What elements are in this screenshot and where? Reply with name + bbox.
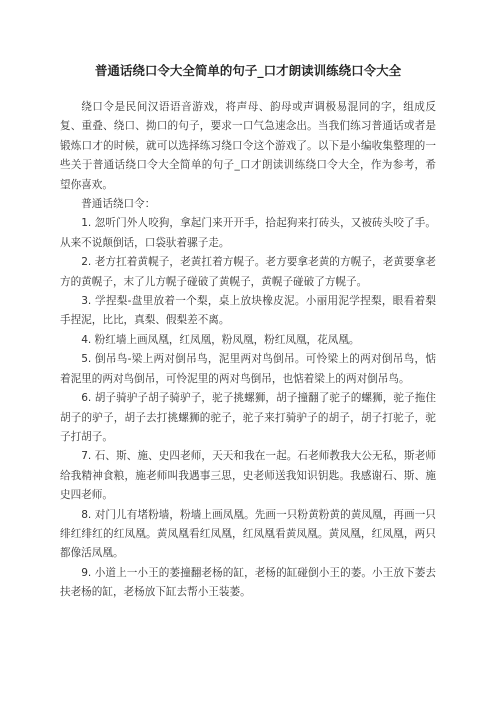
list-item: 4. 粉红墙上画凤凰，红凤凰，粉凤凰，粉红凤凰，花凤凰。 bbox=[81, 333, 360, 346]
list-item: 5. 倒吊鸟-梁上两对倒吊鸟，泥里两对鸟倒吊。可怜梁上的两对倒吊鸟，惦着泥里的两对鸟倒吊，可怜泥里的两对鸟倒吊，也惦着梁上的两对倒吊鸟。 bbox=[60, 353, 436, 385]
list-item: 3. 学捏梨-盘里放着一个梨，桌上放块橡皮泥。小丽用泥学捏梨，眼看着梨手捏泥，比比，真梨、假梨差不离。 bbox=[60, 295, 436, 327]
intro-paragraph: 绕口令是民间汉语语音游戏，将声母、韵母或声调极易混同的字，组成反复、重叠、绕口、拗口的句子，要求一口气急速念出。当我们练习普通话或者是锻炼口才的时候，就可以选择练习绕口令这个游戏了。以下是小编收集整理的一些关于普通话绕口令大全简单的句子_口才朗读训练绕口令大全，作为参考，希望你喜欢。 bbox=[60, 101, 436, 191]
tongue-twister-list bbox=[60, 214, 436, 602]
list-item: 6. 胡子骑驴子胡子骑驴子，驼子挑螺狮，胡子撞翻了驼子的螺狮，驼子拖住胡子的驴子，胡子去打挑螺狮的驼子，驼子来打骑驴子的胡子，胡子打驼子，驼子打胡子。 bbox=[60, 392, 436, 443]
list-item: 2. 老方扛着黄幌子，老黄扛着方幌子。老方要拿老黄的方幌子，老黄要拿老方的黄幌子，末了儿方幌子碰破了黄幌子，黄幌子碰破了方幌子。 bbox=[60, 256, 436, 288]
list-item: 9. 小道上一小王的萎撞翻老杨的缸，老杨的缸碰倒小王的萎。小王放下萎去扶老杨的缸，老杨放下缸去帮小王装萎。 bbox=[60, 566, 436, 599]
list-item: 8. 对门儿有堵粉墙，粉墙上画凤凰。先画一只粉黄粉黄的黄凤凰，再画一只绯红绯红的红凤凰。黄凤凰看红凤凰，红凤凰看黄凤凰。黄凤凰，红凤凰，两只都像活凤凰。 bbox=[60, 508, 436, 560]
document-title: 普通话绕口令大全简单的句子_口才朗读训练绕口令大全 bbox=[94, 63, 402, 78]
list-item: 1. 忽听门外人咬狗，拿起门来开开手，拾起狗来打砖头，又被砖头咬了手。从来不说颠倒话，口袋驮着骡子走。 bbox=[60, 217, 436, 249]
section-heading: 普通话绕口令： bbox=[81, 198, 156, 211]
list-item: 7. 石、斯、施、史四老师，天天和我在一起。石老师教我大公无私，斯老师给我精神食粮，施老师叫我遇事三思，史老师送我知识钥匙。我感谢石、斯、施史四老师。 bbox=[60, 450, 436, 502]
